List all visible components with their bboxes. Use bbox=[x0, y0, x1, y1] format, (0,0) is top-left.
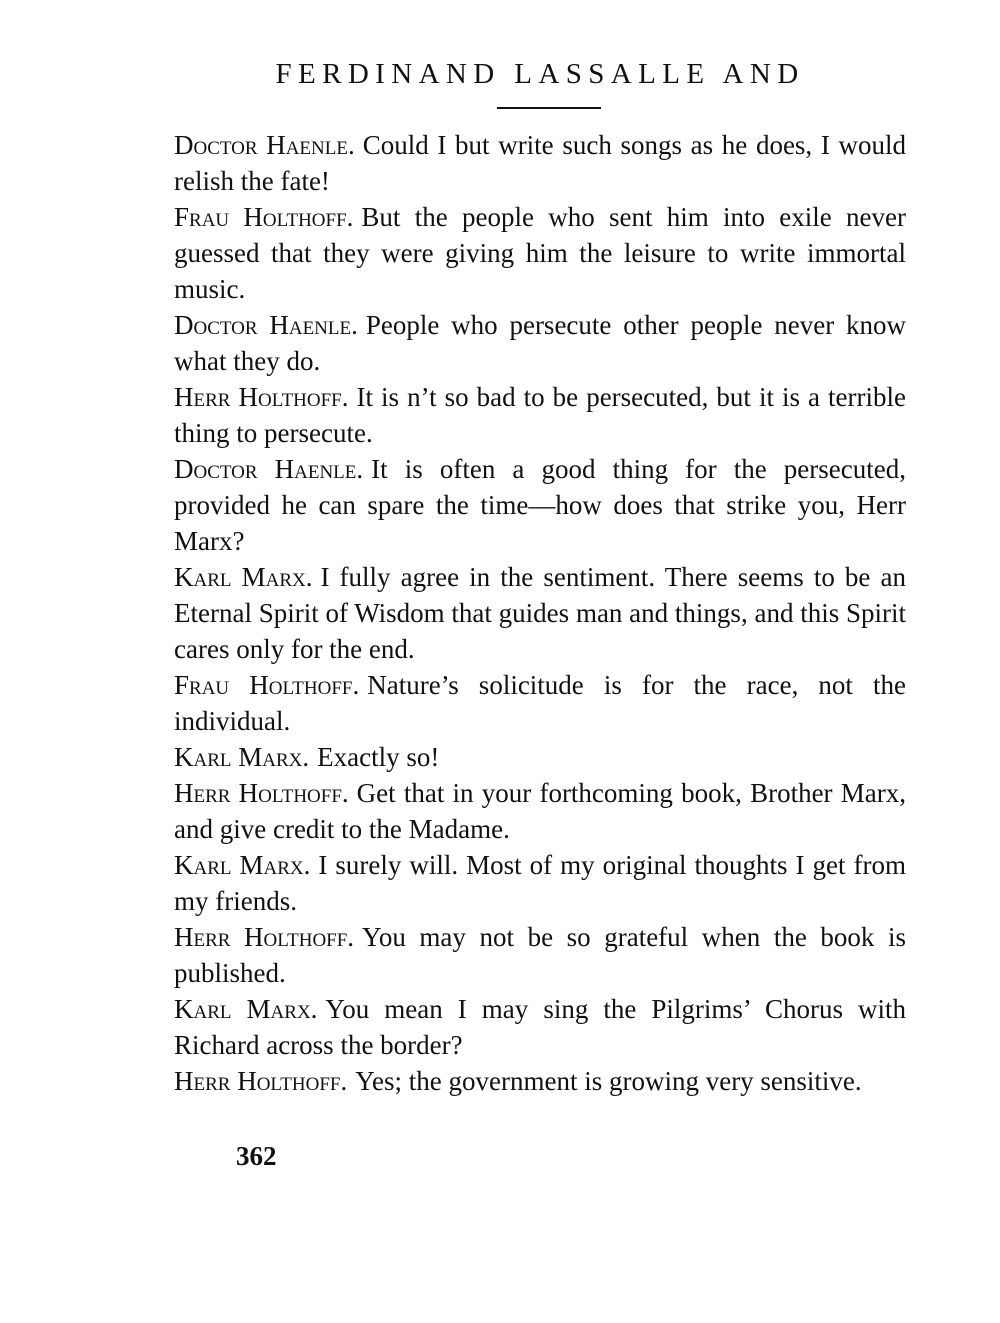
speech bbox=[174, 991, 906, 1063]
header-rule bbox=[497, 107, 601, 109]
speaker-name: Karl Marx. bbox=[174, 850, 311, 880]
speech-text: It is often a good thing for the persecuted, provided he can spare the time—how does that strike you, Herr Marx? bbox=[174, 454, 906, 556]
speaker-name: Herr Holthoff. bbox=[174, 778, 349, 808]
speech-text: Nature’s solicitude is for the race, not the individual. bbox=[174, 670, 906, 736]
speech-text: You may not be so grateful when the book is published. bbox=[174, 922, 906, 988]
speech-text: Could I but write such songs as he does, I would relish the fate! bbox=[174, 130, 906, 196]
speech-text: I surely will. Most of my original thoughts I get from my friends. bbox=[174, 850, 907, 916]
speech-text: It is n’t so bad to be persecuted, but it is a terrible thing to persecute. bbox=[174, 382, 906, 448]
speech bbox=[174, 847, 906, 919]
speech bbox=[174, 127, 906, 199]
running-head: FERDINAND LASSALLE AND bbox=[275, 58, 805, 90]
page-number: 362 bbox=[236, 1141, 277, 1171]
speech bbox=[174, 451, 906, 559]
speech bbox=[174, 667, 906, 739]
speaker-name: Karl Marx. bbox=[174, 742, 310, 772]
speech-text: But the people who sent him into exile never guessed that they were giving him the leisure to write immortal music. bbox=[174, 202, 906, 304]
speech bbox=[174, 739, 906, 775]
speech-text: Get that in your forthcoming book, Brother Marx, and give credit to the Madame. bbox=[174, 778, 906, 844]
speech bbox=[174, 559, 906, 667]
speech bbox=[174, 307, 906, 379]
speaker-name: Karl Marx. bbox=[174, 994, 318, 1024]
speaker-name: Herr Holthoff. bbox=[174, 1066, 348, 1096]
speech-text: You mean I may sing the Pilgrims’ Chorus with Richard across the border? bbox=[174, 994, 906, 1060]
speaker-name: Doctor Haenle. bbox=[174, 310, 358, 340]
speaker-name: Frau Holthoff. bbox=[174, 202, 354, 232]
speaker-name: Frau Holthoff. bbox=[174, 670, 360, 700]
speech-text: I fully agree in the sentiment. There seems to be an Eternal Spirit of Wisdom that guides man and things, and this Spirit cares only for the end. bbox=[174, 562, 906, 664]
speaker-name: Herr Holthoff. bbox=[174, 382, 349, 412]
speech bbox=[174, 919, 906, 991]
speech bbox=[174, 1063, 906, 1099]
speaker-name: Doctor Haenle. bbox=[174, 454, 364, 484]
dialogue-text bbox=[174, 127, 906, 1099]
speech bbox=[174, 379, 906, 451]
speech-text: People who persecute other people never know what they do. bbox=[174, 310, 907, 376]
speaker-name: Karl Marx. bbox=[174, 562, 313, 592]
speech bbox=[174, 199, 906, 307]
speech-text: Exactly so! bbox=[317, 742, 440, 772]
speech bbox=[174, 775, 906, 847]
speaker-name: Doctor Haenle. bbox=[174, 130, 355, 160]
speech-text: Yes; the government is growing very sensitive. bbox=[355, 1066, 862, 1096]
speaker-name: Herr Holthoff. bbox=[174, 922, 355, 952]
